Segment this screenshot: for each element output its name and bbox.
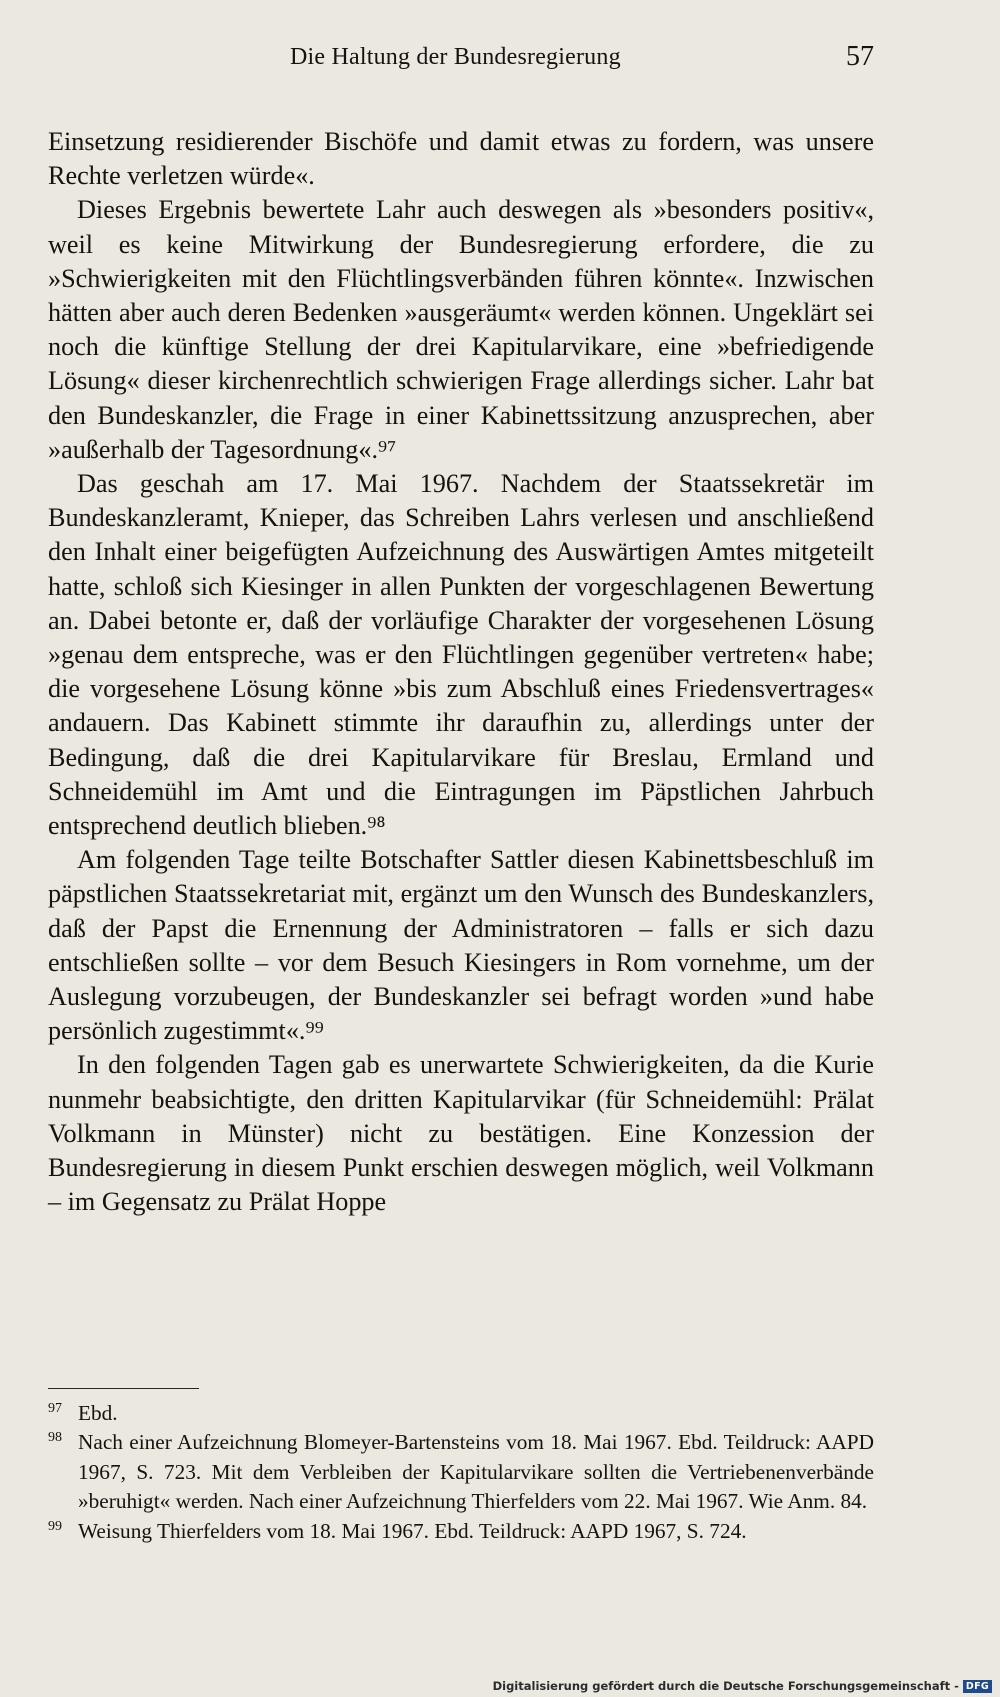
paragraph: Einsetzung residierender Bischöfe und damit etwas zu fordern, was unsere Rechte verletzen würde«. xyxy=(48,127,874,191)
footnotes xyxy=(48,1399,874,1546)
footnote-number: 99 xyxy=(48,1518,62,1534)
running-title: Die Haltung der Bundesregierung xyxy=(290,44,621,70)
page-header xyxy=(48,41,874,84)
footnote xyxy=(48,1517,874,1546)
paragraph: Das geschah am 17. Mai 1967. Nachdem der Staatssekretär im Bundeskanzleramt, Knieper, das Schreiben Lahrs verlesen und anschließend den Inhalt einer beigefügten Aufzeichnung des Auswärtigen Amtes mitgeteilt hatte, schloß sich Kiesinger in allen Punkten der vorgeschlagenen Bewertung an. Dabei betonte er, daß der vorläufige Charakter der vorgesehenen Lösung »genau dem entspreche, was er den Flüchtlingen gegenüber vertreten« habe; die vorgesehene Lösung könne »bis zum Abschluß eines Friedensvertrages« andauern. Das Kabinett stimmte ihr daraufhin zu, allerdings unter der Bedingung, daß die drei Kapitularvikare für Breslau, Ermland und Schneidemühl im Amt und die Eintragungen im Päpstlichen Jahrbuch entsprechend deutlich blieben.⁹⁸ xyxy=(48,469,874,841)
footnote xyxy=(48,1399,874,1428)
footnote-number: 98 xyxy=(48,1430,62,1446)
digitization-credit xyxy=(493,1679,992,1693)
dfg-logo: DFG xyxy=(963,1680,992,1693)
footnote-text: Weisung Thierfelders vom 18. Mai 1967. Ebd. Teildruck: AAPD 1967, S. 724. xyxy=(78,1518,747,1543)
paragraph: In den folgenden Tagen gab es unerwartete Schwierigkeiten, da die Kurie nunmehr beabsichtigte, den dritten Kapitularvikar (für Schneidemühl: Prälat Volkmann in Münster) nicht zu bestätigen. Eine Konzession der Bundesregierung in diesem Punkt erschien deswegen möglich, weil Volkmann – im Gegensatz zu Prälat Hoppe xyxy=(48,1050,874,1217)
page-number: 57 xyxy=(846,41,874,72)
footnote-number: 97 xyxy=(48,1401,62,1416)
footnote xyxy=(48,1428,874,1516)
paragraph: Am folgenden Tage teilte Botschafter Sattler diesen Kabinettsbeschluß im päpstlichen Staatssekretariat mit, ergänzt um den Wunsch des Bundeskanzlers, daß der Papst die Ernennung der Administratoren – falls er sich dazu entschließen sollte – vor dem Besuch Kiesingers in Rom vornehme, um der Auslegung vorzubeugen, der Bundeskanzler sei befragt worden »und habe persönlich zugestimmt«.⁹⁹ xyxy=(48,845,874,1046)
credit-text: Digitalisierung gefördert durch die Deutsche Forschungsgemeinschaft - xyxy=(492,1679,959,1693)
footnote-text: Ebd. xyxy=(78,1401,118,1425)
paragraph: Dieses Ergebnis bewertete Lahr auch deswegen als »besonders positiv«, weil es keine Mitwirkung der Bundesregierung erfordere, die zu »Schwierigkeiten mit den Flüchtlingsverbänden führen könnte«. Inzwischen hätten aber auch deren Bedenken »ausgeräumt« werden können. Ungeklärt sei noch die künftige Stellung der drei Kapitularvikare, eine »befriedigende Lösung« dieser kirchenrechtlich schwierigen Frage allerdings sicher. Lahr bat den Bundeskanzler, die Frage in einer Kabinettssitzung anzusprechen, aber »außerhalb der Tagesordnung«.⁹⁷ xyxy=(48,195,874,464)
footnote-text: Nach einer Aufzeichnung Blomeyer-Bartensteins vom 18. Mai 1967. Ebd. Teildruck: AAPD 1967, S. 723. Mit dem Verbleiben der Kapitularvikare sollten die Vertriebenenverbände »beruhigt« werden. Nach einer Aufzeichnung Thierfelders vom 22. Mai 1967. Wie Anm. 84. xyxy=(78,1430,874,1514)
footnote-divider xyxy=(48,1388,199,1389)
body-text xyxy=(48,125,874,1220)
